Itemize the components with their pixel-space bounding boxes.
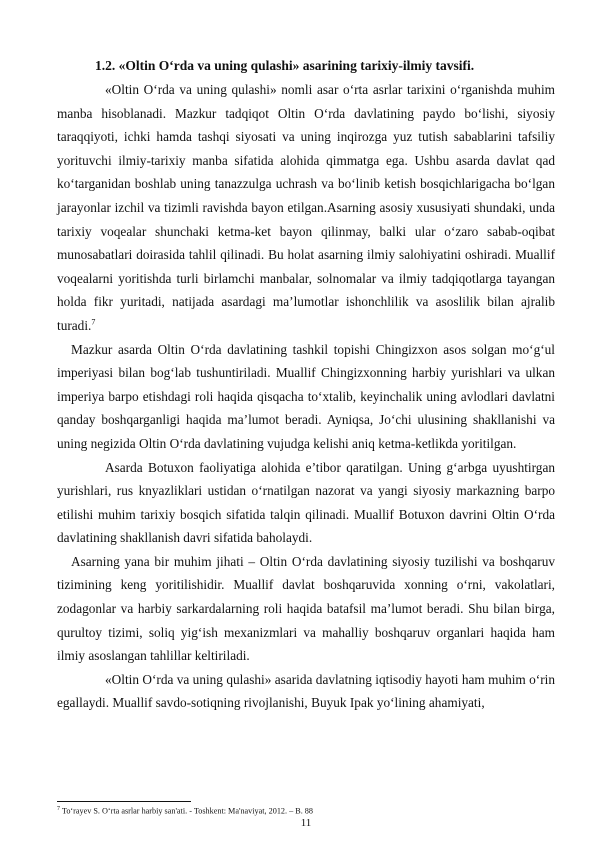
footnote-reference[interactable]: 7 <box>91 317 96 327</box>
footnote-text: To‘rayev S. O‘rta asrlar harbiy san'ati. - Toshkent: Ma'naviyat, 2012. – B. 88 <box>60 806 313 816</box>
footnote <box>57 804 555 817</box>
paragraph: «Oltin O‘rda va uning qulashi» asarida davlatning iqtisodiy hayoti ham muhim o‘rin egallaydi. Muallif savdo-sotiqning rivojlanishi, Buyuk Ipak yo‘lining ahamiyati, <box>57 671 555 711</box>
page-number: 11 <box>300 817 312 829</box>
footnote-divider <box>57 801 191 802</box>
footnote-number: 7 <box>57 806 60 812</box>
paragraph: Asarning yana bir muhim jihati – Oltin O‘rda davlatining siyosiy tuzilishi va boshqaruv tizimining keng yoritilishidir. Muallif davlat boshqaruvida xonning o‘rni, vakolatlari, zodagonlar va harbiy sarkardalarning roli haqida batafsil ma’lumot beradi. Shu bilan birga, qurultoy tizimi, soliq yig‘ish mexanizmlari va mahalliy boshqaruv organlari haqida ham ilmiy asoslangan tahlillar keltiriladi. <box>57 553 555 664</box>
paragraph-text: «Oltin O‘rda va uning qulashi» nomli asar o‘rta asrlar tarixini o‘rganishda muhim manba hisoblanadi. Mazkur tadqiqot Oltin O‘rda davlatining paydo bo‘lishi, siyosiy taraqqiyoti, ichki hamda tashqi siyosati va uning inqirozga yuz tutish sabablarini tafsiliy yorituvchi ilmiy-tarixiy manba sifatida alohida qimmatga ega. Ushbu asarda davlat qad ko‘targanidan boshlab uning tanazzulga uchrash va bo‘linib ketish bosqichlarigacha bo‘lgan jarayonlar izchil va tizimli ravishda bayon etilgan.Asarning asosiy xususiyati shundaki, unda tarixiy voqealar shunchaki ketma-ket bayon qilinmay, balki ular o‘zaro sabab-oqibat munosabatlari doirasida tahlil qilinadi. Bu holat asarning ilmiy salohiyatini oshiradi. Muallif voqealarni yoritishda turli birlamchi manbalar, solnomalar va ilmiy tadqiqotlarga tayangan holda fikr yuritadi, natijada asardagi ma’lumotlar ishonchlilik va asoslilik bilan ajralib turadi. <box>57 82 555 333</box>
body-text <box>57 78 555 715</box>
paragraph: Asarda Botuxon faoliyatiga alohida e’tibor qaratilgan. Uning g‘arbga uyushtirgan yurishlari, rus knyazliklari ustidan o‘rnatilgan nazorat va yangi siyosiy markazning barpo etilishi muhim tarixiy bosqich sifatida talqin qilinadi. Muallif Botuxon davrini Oltin O‘rda davlatining shakllanish davri sifatida baholaydi. <box>57 459 555 546</box>
paragraph <box>57 78 555 338</box>
section-heading: 1.2. «Oltin O‘rda va uning qulashi» asarining tarixiy-ilmiy tavsifi. <box>95 58 475 73</box>
paragraph: Mazkur asarda Oltin O‘rda davlatining tashkil topishi Chingizxon asos solgan mo‘g‘ul imperiyasi bilan bog‘lab tushuntiriladi. Muallif Chingizxonning harbiy yurishlari va ulkan imperiya barpo etishdagi roli haqida qisqacha to‘xtalib, keyinchalik uning avlodlari davlatni qanday boshqarganligi haqida ma’lumot beradi. Ayniqsa, Jo‘chi ulusining shakllanishi va uning negizida Oltin O‘rda davlatining vujudga kelishi aniq ketma-ketlikda yoritilgan. <box>57 341 555 451</box>
